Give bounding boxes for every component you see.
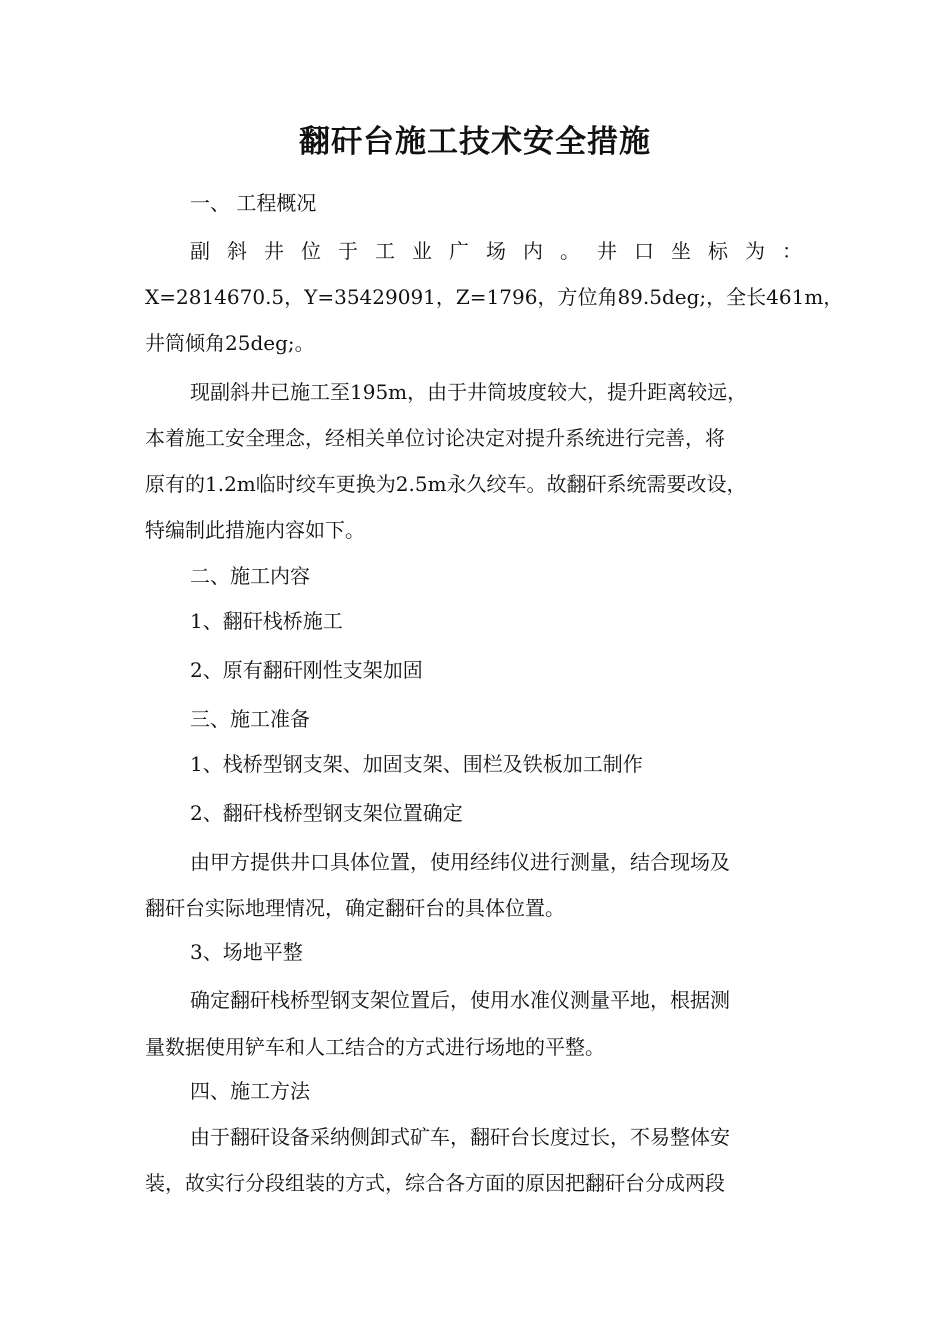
justified-char: 斜 bbox=[227, 239, 247, 263]
section-heading-method: 四、施工方法 bbox=[190, 1079, 310, 1103]
justified-char: 井 bbox=[264, 239, 284, 263]
paragraph-line: 现副斜井已施工至195m，由于井筒坡度较大，提升距离较远， bbox=[190, 380, 748, 404]
justified-char: 标 bbox=[708, 239, 728, 263]
paragraph-line: 井筒倾角25deg;。 bbox=[145, 331, 315, 355]
justified-char: 位 bbox=[301, 239, 321, 263]
section-heading-overview: 一、 工程概况 bbox=[190, 191, 317, 215]
paragraph-line: 原有的1.2m临时绞车更换为2.5m永久绞车。故翻矸系统需要改设， bbox=[145, 472, 747, 496]
justified-char: 坐 bbox=[671, 239, 691, 263]
justified-char: 副 bbox=[190, 239, 210, 263]
justified-char: 广 bbox=[449, 239, 469, 263]
justified-char: 口 bbox=[634, 239, 654, 263]
justified-char: 井 bbox=[597, 239, 617, 263]
list-item: 2、翻矸栈桥型钢支架位置确定 bbox=[190, 801, 463, 825]
list-item: 1、翻矸栈桥施工 bbox=[190, 609, 343, 633]
paragraph-line: 装，故实行分段组装的方式，综合各方面的原因把翻矸台分成两段 bbox=[145, 1171, 725, 1195]
paragraph-line-justified bbox=[190, 236, 802, 266]
justified-char: 。 bbox=[560, 239, 580, 263]
paragraph-line: 由于翻矸设备采纳侧卸式矿车，翻矸台长度过长，不易整体安 bbox=[190, 1125, 730, 1149]
list-item: 1、栈桥型钢支架、加固支架、围栏及铁板加工制作 bbox=[190, 752, 643, 776]
justified-char: 业 bbox=[412, 239, 432, 263]
justified-char: ： bbox=[782, 239, 802, 263]
justified-char: 场 bbox=[486, 239, 506, 263]
section-heading-content: 二、施工内容 bbox=[190, 564, 310, 588]
paragraph-line: 确定翻矸栈桥型钢支架位置后，使用水准仪测量平地，根据测 bbox=[190, 988, 730, 1012]
paragraph-line: 翻矸台实际地理情况，确定翻矸台的具体位置。 bbox=[145, 896, 565, 920]
paragraph-line: 特编制此措施内容如下。 bbox=[145, 518, 365, 542]
document-title: 翻矸台施工技术安全措施 bbox=[299, 124, 651, 160]
justified-char: 于 bbox=[338, 239, 358, 263]
paragraph-line: 由甲方提供井口具体位置，使用经纬仪进行测量，结合现场及 bbox=[190, 850, 730, 874]
paragraph-line: X=2814670.5，Y=35429091，Z=1796，方位角89.5deg;，全长461m， bbox=[145, 285, 844, 309]
paragraph-line: 量数据使用铲车和人工结合的方式进行场地的平整。 bbox=[145, 1035, 605, 1059]
justified-char: 内 bbox=[523, 239, 543, 263]
section-heading-preparation: 三、施工准备 bbox=[190, 707, 310, 731]
justified-char: 为 bbox=[745, 239, 765, 263]
list-item: 2、原有翻矸刚性支架加固 bbox=[190, 658, 423, 682]
paragraph-line: 本着施工安全理念，经相关单位讨论决定对提升系统进行完善，将 bbox=[145, 426, 725, 450]
list-item: 3、场地平整 bbox=[190, 940, 303, 964]
justified-char: 工 bbox=[375, 239, 395, 263]
